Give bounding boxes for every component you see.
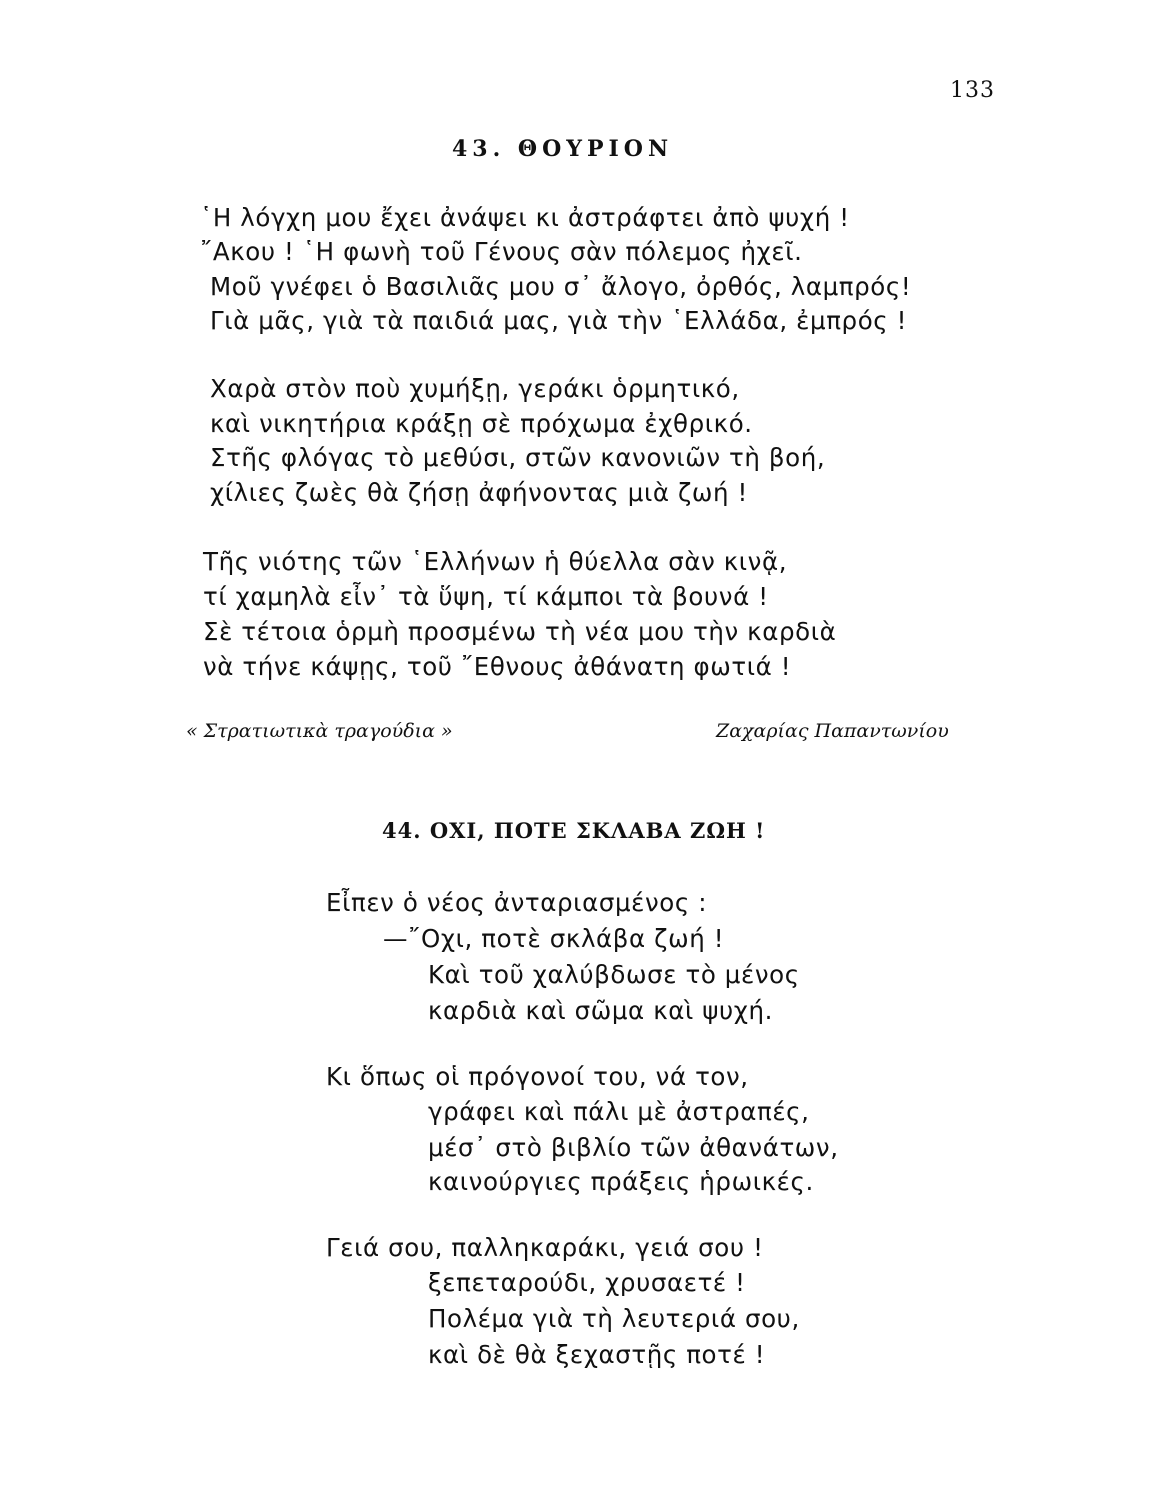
poem-43-line: Τῆς νιότης τῶν ῾Ελλήνων ἡ θύελλα σὰν κινᾷ, bbox=[203, 547, 788, 576]
poem-43-line: Στῆς φλόγας τὸ μεθύσι, στῶν κανονιῶν τὴ βοή, bbox=[210, 443, 826, 472]
poem-43-line: καὶ νικητήρια κράξῃ σὲ πρόχωμα ἐχθρικό. bbox=[210, 409, 753, 438]
poem-43-line: ῾Η λόγχη μου ἔχει ἀνάψει κι ἀστράφτει ἀπὸ ψυχή ! bbox=[200, 203, 850, 232]
poem-44-title: 44. ΟΧΙ, ΠΟΤΕ ΣΚΛΑΒΑ ΖΩΗ ! bbox=[382, 818, 766, 843]
poem-43-line: Μοῦ γνέφει ὁ Βασιλιᾶς μου σ᾿ ἄλογο, ὀρθός, λαμπρός! bbox=[210, 272, 912, 301]
poem-44-line: —῎Οχι, ποτὲ σκλάβα ζωή ! bbox=[383, 924, 725, 953]
poem-44-line: ξεπεταρούδι, χρυσαετέ ! bbox=[428, 1268, 746, 1297]
poem-43-line: ῎Ακου ! ῾Η φωνὴ τοῦ Γένους σὰν πόλεμος ἠχεῖ. bbox=[200, 237, 803, 266]
poem-43-line: Χαρὰ στὸν ποὺ χυμήξῃ, γεράκι ὁρμητικό, bbox=[210, 374, 740, 403]
poem-43-line: νὰ τήνε κάψῃς, τοῦ ῎Εθνους ἀθάνατη φωτιά ! bbox=[203, 652, 792, 681]
poem-44-line: καινούργιες πράξεις ἡρωικές. bbox=[428, 1167, 814, 1196]
poem-44-line: καρδιὰ καὶ σῶμα καὶ ψυχή. bbox=[428, 996, 774, 1025]
poem-43-line: Γιὰ μᾶς, γιὰ τὰ παιδιά μας, γιὰ τὴν ῾Ελλάδα, ἐμπρός ! bbox=[210, 306, 908, 335]
poem-44-line: Γειά σου, παλληκαράκι, γειά σου ! bbox=[326, 1233, 764, 1262]
poem-43-author: Ζαχαρίας Παπαντωνίου bbox=[716, 720, 949, 742]
page-number: 133 bbox=[950, 78, 995, 103]
poem-44-line: Εἶπεν ὁ νέος ἀνταριασμένος : bbox=[326, 888, 708, 917]
poem-43-title: 43. ΘΟΥΡΙΟΝ bbox=[452, 136, 674, 162]
poem-44-line: καὶ δὲ θὰ ξεχαστῇς ποτέ ! bbox=[428, 1340, 766, 1369]
poem-44-line: μέσ᾿ στὸ βιβλίο τῶν ἀθανάτων, bbox=[428, 1133, 839, 1162]
poem-43-source: « Στρατιωτικὰ τραγούδια » bbox=[186, 720, 453, 742]
poem-44-line: Καὶ τοῦ χαλύβδωσε τὸ μένος bbox=[428, 960, 800, 989]
poem-43-line: χίλιες ζωὲς θὰ ζήσῃ ἀφήνοντας μιὰ ζωή ! bbox=[210, 478, 748, 507]
poem-43-line: Σὲ τέτοια ὁρμὴ προσμένω τὴ νέα μου τὴν καρδιὰ bbox=[203, 617, 837, 646]
poem-44-line: Πολέμα γιὰ τὴ λευτεριά σου, bbox=[428, 1304, 800, 1333]
poem-43-line: τί χαμηλὰ εἶν᾿ τὰ ὕψη, τί κάμποι τὰ βουνά ! bbox=[203, 582, 769, 611]
poem-44-line: Κι ὅπως οἱ πρόγονοί του, νά τον, bbox=[326, 1062, 749, 1091]
poem-44-line: γράφει καὶ πάλι μὲ ἀστραπές, bbox=[428, 1097, 810, 1126]
